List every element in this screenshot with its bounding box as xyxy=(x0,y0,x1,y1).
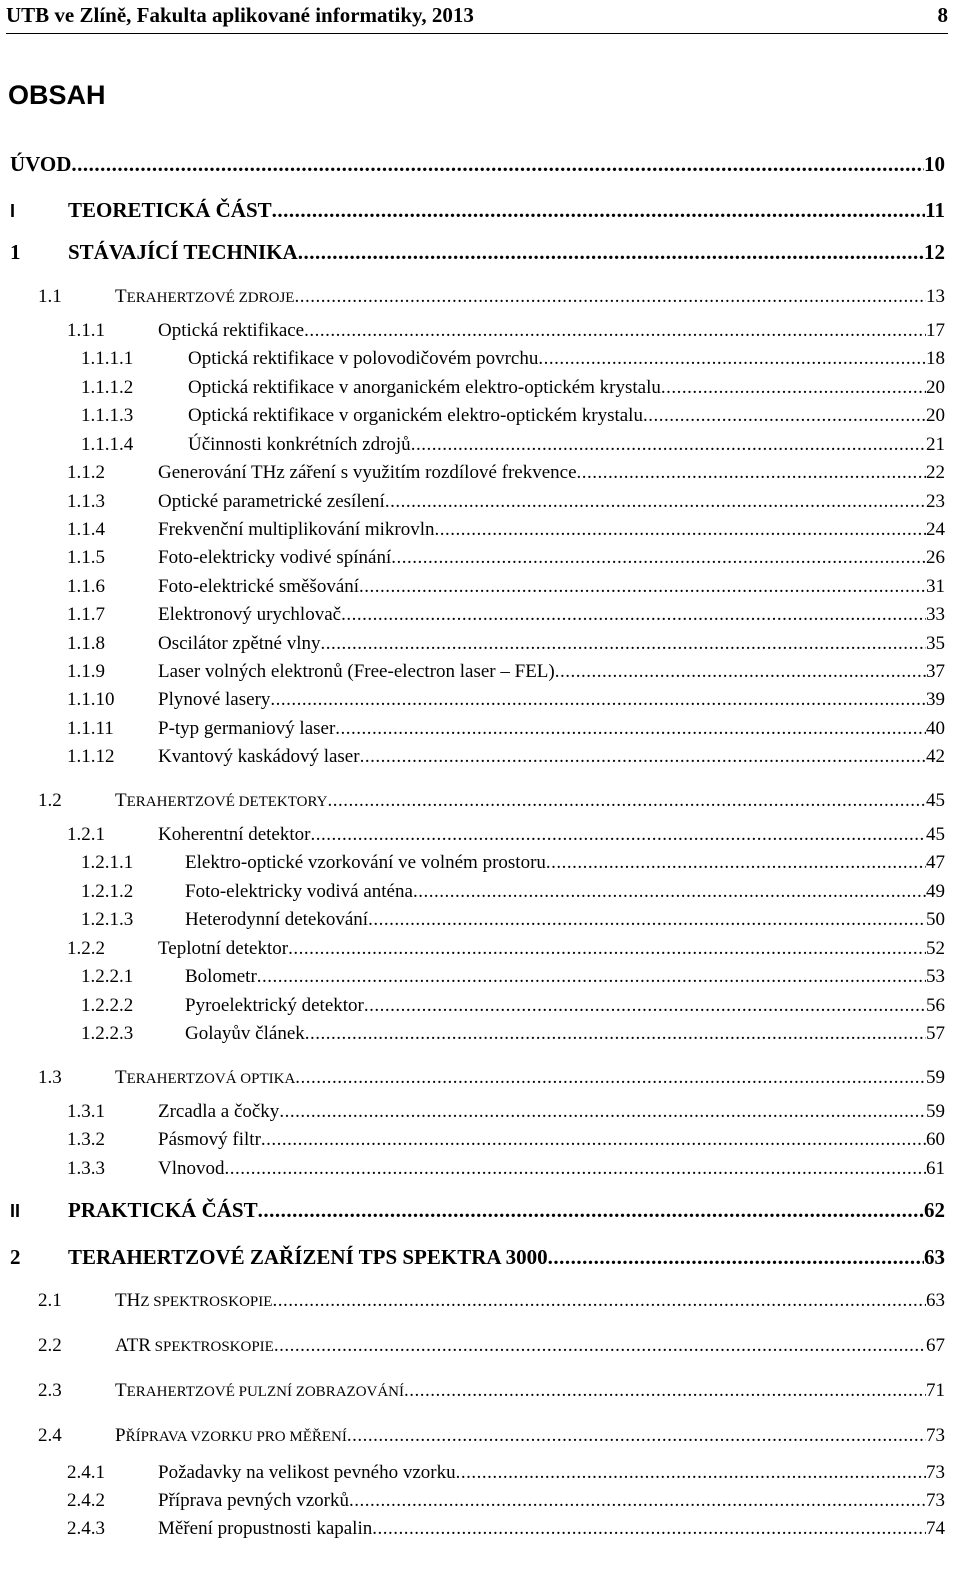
toc-entry[interactable] xyxy=(10,1245,945,1273)
toc-entry-title: Foto-elektrické směšování xyxy=(158,576,360,597)
toc-entry-title: PRAKTICKÁ ČÁST xyxy=(68,1198,258,1222)
toc-entry-number: 1.2.1 xyxy=(67,824,105,845)
toc-entry-page: 21 xyxy=(926,434,945,455)
toc-entry-number: 1.2.1.2 xyxy=(81,881,134,902)
toc-entry-page: 73 xyxy=(926,1490,945,1511)
toc-entry-number: 1.2.1.1 xyxy=(81,852,134,873)
toc-entry-number: II xyxy=(10,1201,21,1221)
toc-leader-dots xyxy=(359,576,926,598)
toc-leader-dots xyxy=(368,909,926,931)
toc-entry[interactable] xyxy=(81,377,945,405)
toc-entry-title: Koherentní detektor xyxy=(158,824,311,845)
toc-leader-dots xyxy=(71,152,924,177)
toc-leader-dots xyxy=(349,1490,926,1512)
toc-entry[interactable] xyxy=(81,995,945,1023)
toc-entry-title: Elektronový urychlovač xyxy=(158,604,342,625)
toc-entry-page: 23 xyxy=(926,491,945,512)
toc-entry-page: 57 xyxy=(926,1023,945,1044)
toc-entry-number: 1.1.4 xyxy=(67,519,105,540)
toc-entry[interactable] xyxy=(38,790,945,818)
toc-entry[interactable] xyxy=(67,689,945,717)
toc-entry[interactable] xyxy=(81,909,945,937)
toc-entry-number: 1.1.1 xyxy=(67,320,105,341)
toc-entry-title: THZ SPEKTROSKOPIE xyxy=(115,1290,273,1311)
toc-entry-number: 1.1.10 xyxy=(67,689,115,710)
toc-entry-number: 1.1.1.3 xyxy=(81,405,134,426)
toc-leader-dots xyxy=(555,661,926,683)
toc-entry[interactable] xyxy=(81,881,945,909)
toc-entry[interactable] xyxy=(67,519,945,547)
toc-leader-dots xyxy=(225,1158,927,1180)
toc-entry-page: 63 xyxy=(926,1290,945,1311)
toc-leader-dots xyxy=(305,1023,926,1045)
toc-entry-page: 17 xyxy=(926,320,945,341)
toc-leader-dots xyxy=(372,1518,926,1540)
toc-leader-dots xyxy=(643,405,926,427)
toc-entry-page: 10 xyxy=(924,152,945,176)
toc-entry[interactable] xyxy=(67,746,945,774)
toc-entry[interactable] xyxy=(67,1129,945,1157)
toc-entry-title: Laser volných elektronů (Free-electron laser – FEL) xyxy=(158,661,555,682)
toc-entry-number: 1.3.2 xyxy=(67,1129,105,1150)
toc-leader-dots xyxy=(385,491,926,513)
toc-entry[interactable] xyxy=(81,852,945,880)
toc-leader-dots xyxy=(360,746,926,768)
toc-leader-dots xyxy=(310,824,926,846)
toc-entry[interactable] xyxy=(10,152,945,180)
toc-entry-title: Foto-elektricky vodivá anténa xyxy=(185,881,413,902)
toc-entry-page: 50 xyxy=(926,909,945,930)
toc-entry-title: Pyroelektrický detektor xyxy=(185,995,364,1016)
toc-entry-title: Foto-elektricky vodivé spínání xyxy=(158,547,392,568)
toc-leader-dots xyxy=(288,938,926,960)
toc-leader-dots xyxy=(294,286,926,308)
toc-entry-title: Optická rektifikace xyxy=(158,320,305,341)
toc-entry-title: P-typ germaniový laser xyxy=(158,718,336,739)
toc-entry-page: 67 xyxy=(926,1335,945,1356)
toc-entry-number: 1.1.8 xyxy=(67,633,105,654)
toc-leader-dots xyxy=(261,1129,926,1151)
toc-entry-page: 61 xyxy=(926,1158,945,1179)
toc-entry-page: 49 xyxy=(926,881,945,902)
header-page-number: 8 xyxy=(937,3,948,27)
toc-entry[interactable] xyxy=(67,824,945,852)
toc-entry-title: Frekvenční multiplikování mikrovln xyxy=(158,519,435,540)
toc-entry-number: 1 xyxy=(10,240,21,264)
toc-entry-page: 73 xyxy=(926,1462,945,1483)
toc-entry-number: 1.2.2.1 xyxy=(81,966,134,987)
toc-entry-number: 1.1.1.1 xyxy=(81,348,134,369)
toc-leader-dots xyxy=(298,240,924,265)
toc-entry-page: 13 xyxy=(926,286,945,307)
toc-entry-title: Optická rektifikace v polovodičovém povrchu xyxy=(188,348,539,369)
toc-entry-title: Golayův článek xyxy=(185,1023,305,1044)
toc-entry-number: 1.1.1.4 xyxy=(81,434,134,455)
toc-entry[interactable] xyxy=(38,1290,945,1318)
toc-entry-number: 2.4.1 xyxy=(67,1462,105,1483)
toc-leader-dots xyxy=(577,462,926,484)
toc-entry-title: Pásmový filtr xyxy=(158,1129,261,1150)
toc-entry-page: 59 xyxy=(926,1067,945,1088)
toc-entry-number: 2.1 xyxy=(38,1290,62,1311)
toc-entry[interactable] xyxy=(81,966,945,994)
toc-entry-title: Elektro-optické vzorkování ve volném prostoru xyxy=(185,852,546,873)
toc-entry-page: 24 xyxy=(926,519,945,540)
toc-entry[interactable] xyxy=(67,576,945,604)
toc-entry-title: TERAHERTZOVÉ ZAŘÍZENÍ TPS SPEKTRA 3000 xyxy=(68,1245,548,1269)
toc-entry-title: Požadavky na velikost pevného vzorku xyxy=(158,1462,456,1483)
toc-entry[interactable] xyxy=(81,405,945,433)
toc-entry-title: Teplotní detektor xyxy=(158,938,289,959)
toc-entry[interactable] xyxy=(38,286,945,314)
toc-entry-page: 22 xyxy=(926,462,945,483)
toc-entry-page: 56 xyxy=(926,995,945,1016)
toc-entry-page: 52 xyxy=(926,938,945,959)
toc-leader-dots xyxy=(304,320,926,342)
toc-entry[interactable] xyxy=(67,320,945,348)
toc-entry[interactable] xyxy=(67,1518,945,1546)
toc-entry[interactable] xyxy=(38,1425,945,1453)
toc-entry-title: Optická rektifikace v organickém elektro-optickém krystalu xyxy=(188,405,643,426)
toc-entry-page: 59 xyxy=(926,1101,945,1122)
toc-entry[interactable] xyxy=(38,1067,945,1095)
toc-entry[interactable] xyxy=(67,938,945,966)
toc-entry-page: 62 xyxy=(924,1198,945,1222)
toc-entry-page: 40 xyxy=(926,718,945,739)
toc-entry-title: STÁVAJÍCÍ TECHNIKA xyxy=(68,240,298,264)
toc-entry-number: 1.1.9 xyxy=(67,661,105,682)
toc-entry[interactable] xyxy=(10,198,945,226)
toc-entry-title: TEORETICKÁ ČÁST xyxy=(68,198,272,222)
toc-entry-page: 42 xyxy=(926,746,945,767)
toc-leader-dots xyxy=(335,718,926,740)
toc-leader-dots xyxy=(272,198,926,223)
toc-entry-number: 2.2 xyxy=(38,1335,62,1356)
toc-entry-number: 1.1.3 xyxy=(67,491,105,512)
toc-entry-page: 47 xyxy=(926,852,945,873)
toc-entry[interactable] xyxy=(81,348,945,376)
toc-entry-number: 1.1.2 xyxy=(67,462,105,483)
toc-entry-page: 20 xyxy=(926,405,945,426)
toc-entry[interactable] xyxy=(10,1198,945,1226)
toc-entry-page: 74 xyxy=(926,1518,945,1539)
toc-leader-dots xyxy=(295,1067,926,1089)
toc-leader-dots xyxy=(413,881,926,903)
toc-entry-title: Příprava pevných vzorků xyxy=(158,1490,349,1511)
toc-entry-number: 1.1.1.2 xyxy=(81,377,134,398)
toc-entry-number: 1.2.1.3 xyxy=(81,909,134,930)
toc-entry-page: 33 xyxy=(926,604,945,625)
toc-entry-title: TERAHERTZOVÉ DETEKTORY xyxy=(115,790,328,811)
toc-entry-page: 12 xyxy=(924,240,945,264)
toc-entry-title: Bolometr xyxy=(185,966,257,987)
toc-entry-title: ÚVOD xyxy=(10,152,72,176)
toc-leader-dots xyxy=(538,348,926,370)
toc-entry[interactable] xyxy=(67,1101,945,1129)
toc-leader-dots xyxy=(328,790,927,812)
toc-entry-number: 1.2.2.2 xyxy=(81,995,134,1016)
toc-entry[interactable] xyxy=(67,462,945,490)
toc-leader-dots xyxy=(347,1425,926,1447)
toc-entry-number: 1.3.1 xyxy=(67,1101,105,1122)
toc-entry-title: Oscilátor zpětné vlny xyxy=(158,633,321,654)
toc-entry[interactable] xyxy=(81,1023,945,1051)
toc-entry-page: 71 xyxy=(926,1380,945,1401)
toc-entry-title: Optická rektifikace v anorganickém elektro-optickém krystalu xyxy=(188,377,661,398)
toc-entry-number: 1.3 xyxy=(38,1067,62,1088)
toc-entry[interactable] xyxy=(67,1490,945,1518)
toc-entry-page: 45 xyxy=(926,824,945,845)
toc-entry-title: Heterodynní detekování xyxy=(185,909,369,930)
toc-entry[interactable] xyxy=(67,547,945,575)
toc-entry-title: Účinnosti konkrétních zdrojů xyxy=(188,434,411,455)
toc-entry[interactable] xyxy=(67,633,945,661)
toc-leader-dots xyxy=(548,1245,924,1270)
page-title: OBSAH xyxy=(8,80,106,110)
toc-leader-dots xyxy=(257,966,926,988)
toc-entry-title: TERAHERTZOVÉ PULZNÍ ZOBRAZOVÁNÍ xyxy=(115,1380,405,1401)
toc-entry-number: 1.1.11 xyxy=(67,718,114,739)
toc-leader-dots xyxy=(364,995,926,1017)
toc-entry-page: 20 xyxy=(926,377,945,398)
toc-leader-dots xyxy=(411,434,926,456)
toc-entry[interactable] xyxy=(67,604,945,632)
toc-entry-number: 1.1.7 xyxy=(67,604,105,625)
toc-entry-title: Optické parametrické zesílení xyxy=(158,491,385,512)
toc-entry-title: TERAHERTZOVÉ ZDROJE xyxy=(115,286,295,307)
toc-leader-dots xyxy=(661,377,926,399)
toc-entry-number: 1.3.3 xyxy=(67,1158,105,1179)
toc-leader-dots xyxy=(279,1101,926,1123)
toc-leader-dots xyxy=(258,1198,924,1223)
toc-entry-page: 45 xyxy=(926,790,945,811)
toc-entry[interactable] xyxy=(67,1158,945,1186)
toc-entry-number: 1.1.12 xyxy=(67,746,115,767)
toc-entry[interactable] xyxy=(67,491,945,519)
toc-entry-number: 2.4 xyxy=(38,1425,62,1446)
toc-entry-page: 73 xyxy=(926,1425,945,1446)
toc-entry-number: 1.2.2 xyxy=(67,938,105,959)
toc-entry-number: 2.4.3 xyxy=(67,1518,105,1539)
toc-entry-page: 39 xyxy=(926,689,945,710)
toc-entry[interactable] xyxy=(38,1380,945,1408)
toc-entry-title: Plynové lasery xyxy=(158,689,271,710)
toc-entry[interactable] xyxy=(67,718,945,746)
toc-entry-page: 11 xyxy=(925,198,945,222)
toc-entry-title: ATR SPEKTROSKOPIE xyxy=(115,1335,274,1356)
toc-entry-title: Zrcadla a čočky xyxy=(158,1101,280,1122)
toc-entry-number: 1.1.6 xyxy=(67,576,105,597)
toc-entry[interactable] xyxy=(67,661,945,689)
toc-entry-number: I xyxy=(10,201,16,221)
toc-leader-dots xyxy=(456,1462,926,1484)
toc-entry-title: Měření propustnosti kapalin xyxy=(158,1518,373,1539)
toc-entry-number: 2.3 xyxy=(38,1380,62,1401)
toc-entry-page: 18 xyxy=(926,348,945,369)
toc-leader-dots xyxy=(341,604,926,626)
toc-entry-page: 53 xyxy=(926,966,945,987)
toc-entry[interactable] xyxy=(81,434,945,462)
toc-entry-number: 1.1 xyxy=(38,286,62,307)
toc-entry-number: 1.2.2.3 xyxy=(81,1023,134,1044)
toc-entry-page: 60 xyxy=(926,1129,945,1150)
toc-entry-title: Vlnovod xyxy=(158,1158,225,1179)
toc-entry-title: Generování THz záření s využitím rozdílové frekvence xyxy=(158,462,577,483)
toc-leader-dots xyxy=(321,633,926,655)
toc-entry-number: 1.2 xyxy=(38,790,62,811)
toc-entry-page: 37 xyxy=(926,661,945,682)
toc-entry-number: 2 xyxy=(10,1245,21,1269)
toc-entry-number: 1.1.5 xyxy=(67,547,105,568)
toc-entry-title: PŘÍPRAVA VZORKU PRO MĚŘENÍ xyxy=(115,1425,347,1446)
toc-leader-dots xyxy=(546,852,926,874)
toc-entry[interactable] xyxy=(10,240,945,268)
toc-entry-title: Kvantový kaskádový laser xyxy=(158,746,360,767)
toc-leader-dots xyxy=(272,1290,926,1312)
header-title: UTB ve Zlíně, Fakulta aplikované informatiky, 2013 xyxy=(6,3,474,27)
toc-entry[interactable] xyxy=(67,1462,945,1490)
toc-leader-dots xyxy=(404,1380,926,1402)
toc-entry-page: 35 xyxy=(926,633,945,654)
toc-entry[interactable] xyxy=(38,1335,945,1363)
toc-leader-dots xyxy=(274,1335,926,1357)
toc-entry-title: TERAHERTZOVÁ OPTIKA xyxy=(115,1067,296,1088)
toc-entry-page: 26 xyxy=(926,547,945,568)
toc-entry-page: 31 xyxy=(926,576,945,597)
toc-leader-dots xyxy=(391,547,926,569)
toc-leader-dots xyxy=(270,689,926,711)
toc-leader-dots xyxy=(435,519,926,541)
toc-entry-number: 2.4.2 xyxy=(67,1490,105,1511)
toc-entry-page: 63 xyxy=(924,1245,945,1269)
